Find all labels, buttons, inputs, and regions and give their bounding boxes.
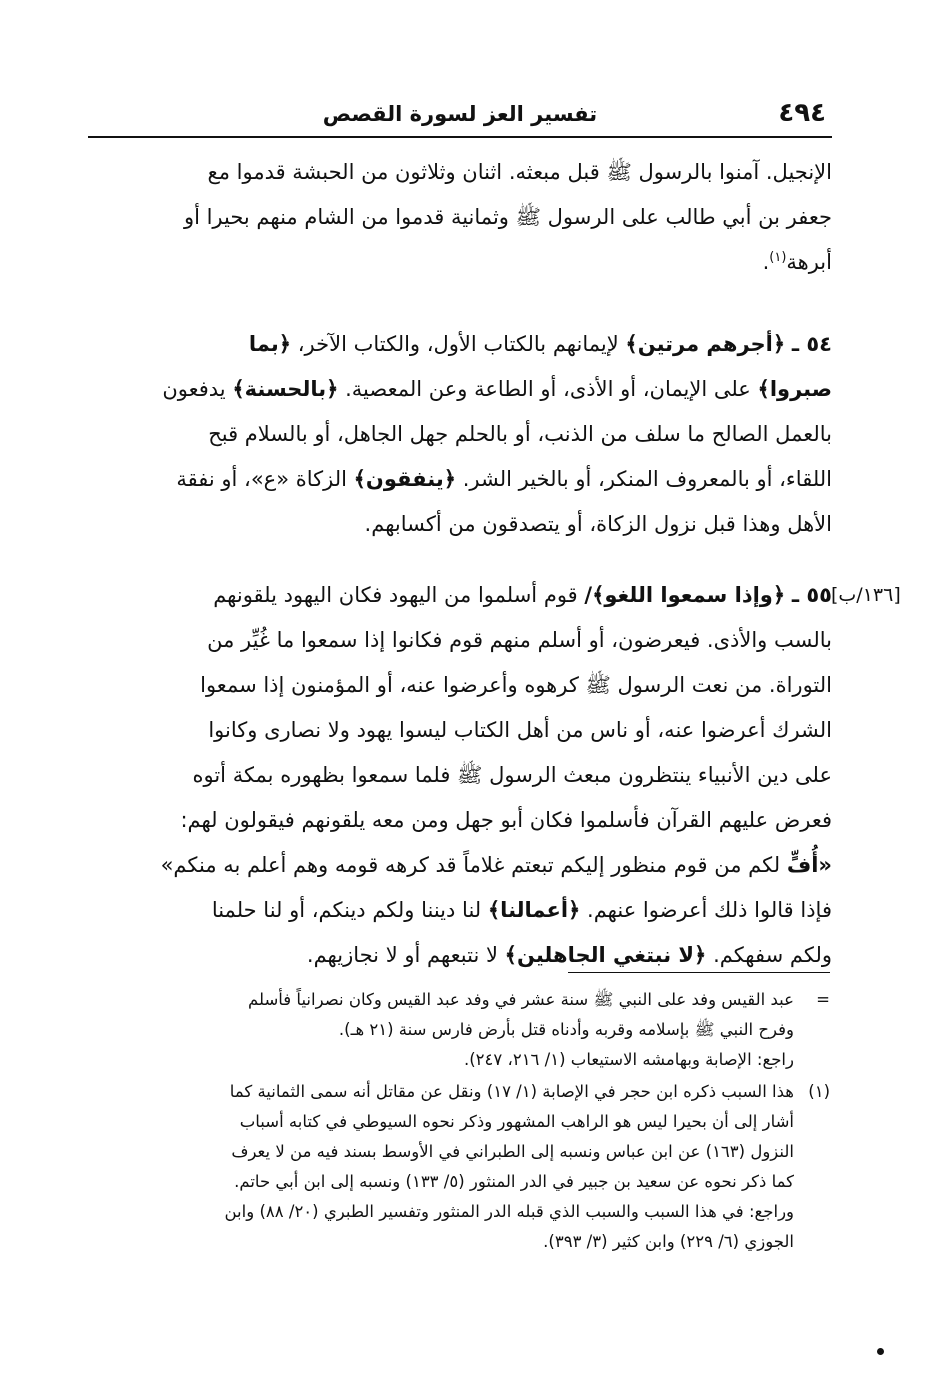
footnote-line: هذا السبب ذكره ابن حجر في الإصابة (١/ ١٧) ونقل عن مقاتل أنه سمى الثمانية كما <box>229 1082 794 1101</box>
text-line <box>88 240 832 285</box>
text-line <box>88 888 832 933</box>
text-span: ولكم سفهكم. <box>713 943 832 967</box>
footnote-line: عبد القيس وفد على النبي ﷺ سنة عشر في وفد عبد القيس وكان نصرانياً فأسلم <box>248 990 794 1009</box>
page-number: ٤٩٤ <box>778 98 826 128</box>
text-line: جعفر بن أبي طالب على الرسول ﷺ وثمانية قدموا من الشام منهم بحيرا أو <box>183 205 832 229</box>
manuscript-folio-note: [١٣٦/ب] <box>831 584 901 606</box>
text-line <box>88 457 832 502</box>
text-span: لنا ديننا ولكم دينكم، أو لنا حلمنا <box>211 898 482 922</box>
footnote-continuation <box>80 985 832 1075</box>
quran-term: ﴿أجرهم مرتين﴾ <box>625 332 786 356</box>
text-span: على الإيمان، أو الأذى، أو الطاعة وعن المعصية. <box>345 377 751 401</box>
verse-number: ٥٤ ـ <box>791 332 832 356</box>
quran-term: ﴿وإذا سمعوا اللغو﴾/ <box>584 583 786 607</box>
text-span: لإيمانهم بالكتاب الأول، والكتاب الآخر، <box>297 332 619 356</box>
text-span: . <box>762 250 770 274</box>
footnote-line: الجوزي (٦/ ٢٢٩) وابن كثير (٣/ ٣٩٣). <box>543 1232 794 1251</box>
footnote-marker: (١) <box>808 1082 830 1101</box>
paragraph-verse-55 <box>88 573 832 978</box>
text-line: بالعمل الصالح ما سلف من الذنب، أو بالحلم جهل الجاهل، أو بالسلام قبح <box>208 422 832 446</box>
footnote-marker: = <box>816 990 830 1009</box>
text-line: التوراة. من نعت الرسول ﷺ كرهوه وأعرضوا عنه، أو المؤمنون إذا سمعوا <box>200 673 832 697</box>
text-line <box>88 843 832 888</box>
page-header <box>88 96 832 138</box>
text-line: الأهل وهذا قبل نزول الزكاة، أو يتصدقون من أكسابهم. <box>364 512 832 536</box>
footnote-line: أشار إلى أن بحيرا ليس هو الراهب المشهور وذكر نحوه السيوطي في كتابه أسباب <box>239 1112 794 1131</box>
text-span: قوم أسلموا من اليهود فكان اليهود يلقونهم <box>213 583 578 607</box>
quran-term: ﴿ينفقون﴾ <box>353 467 457 491</box>
text-line: على دين الأنبياء ينتظرون مبعث الرسول ﷺ فلما سمعوا بظهوره بمكة أتوه <box>192 763 832 787</box>
quran-term: ﴿أعمالنا﴾ <box>487 898 581 922</box>
footnote-separator <box>568 972 830 973</box>
footnote-line: راجع: الإصابة وبهامشه الاستيعاب (١/ ٢١٦، ٢٤٧). <box>463 1050 794 1069</box>
footnotes <box>80 985 832 1259</box>
text-span: يدفعون <box>162 377 226 401</box>
text-span: أبرهة <box>786 250 832 274</box>
quran-term: صبروا﴾ <box>757 377 832 401</box>
text-span: لكم من قوم منظور إليكم تبعتم غلاماً قد كرهه قومه وهم أعلم به منكم» <box>160 853 781 877</box>
footnote-line: وراجع: في هذا السبب والسبب الذي قبله الدر المنثور وتفسير الطبري (٢٠/ ٨٨) وابن <box>224 1202 794 1221</box>
paragraph-verse-54 <box>88 322 832 547</box>
text-span: لا نتبعهم أو لا نجازيهم. <box>306 943 498 967</box>
text-line <box>88 322 832 367</box>
text-line <box>88 367 832 412</box>
page-dot-mark <box>877 1348 884 1355</box>
text-line <box>88 573 832 618</box>
footnote-line: النزول (١٦٣) عن ابن عباس ونسبه إلى الطبراني في الأوسط بسند فيه من لا يعرف <box>231 1142 794 1161</box>
quoted-term: «أُفٍّ <box>786 853 832 877</box>
footnote-line: كما ذكر نحوه عن سعيد بن جبير في الدر المنثور (٥/ ١٣٣) ونسبه إلى ابن أبي حاتم. <box>234 1172 794 1191</box>
text-line: بالسب والأذى. فيعرضون، أو أسلم منهم قوم فكانوا إذا سمعوا ما غُيِّر من <box>207 628 832 652</box>
text-span: فإذا قالوا ذلك أعرضوا عنهم. <box>587 898 832 922</box>
footnote-reference[interactable]: (١) <box>769 250 787 265</box>
verse-number: ٥٥ ـ <box>791 583 832 607</box>
quran-term: ﴿بما <box>248 332 292 356</box>
footnote-line: وفرح النبي ﷺ بإسلامه وقربه وأدناه قتل بأرض فارس سنة (٢١ هـ). <box>338 1020 794 1039</box>
footnote-1 <box>80 1077 832 1257</box>
text-line: الإنجيل. آمنوا بالرسول ﷺ قبل مبعثه. اثنان وثلاثون من الحبشة قدموا مع <box>207 160 832 184</box>
text-span: الزكاة «ع»، أو نفقة <box>176 467 347 491</box>
quran-term: ﴿لا نبتغي الجاهلين﴾ <box>504 943 707 967</box>
text-span: اللقاء، أو بالمعروف المنكر، أو بالخير الشر. <box>462 467 832 491</box>
quran-term: ﴿بالحسنة﴾ <box>232 377 339 401</box>
paragraph-continuation <box>88 150 832 285</box>
text-line: فعرض عليهم القرآن فأسلموا فكان أبو جهل ومن معه يلقونهم فيقولون لهم: <box>180 808 832 832</box>
running-title: تفسير العز لسورة القصص <box>322 102 598 126</box>
text-line: الشرك أعرضوا عنه، أو ناس من أهل الكتاب ليسوا يهود ولا نصارى وكانوا <box>208 718 832 742</box>
